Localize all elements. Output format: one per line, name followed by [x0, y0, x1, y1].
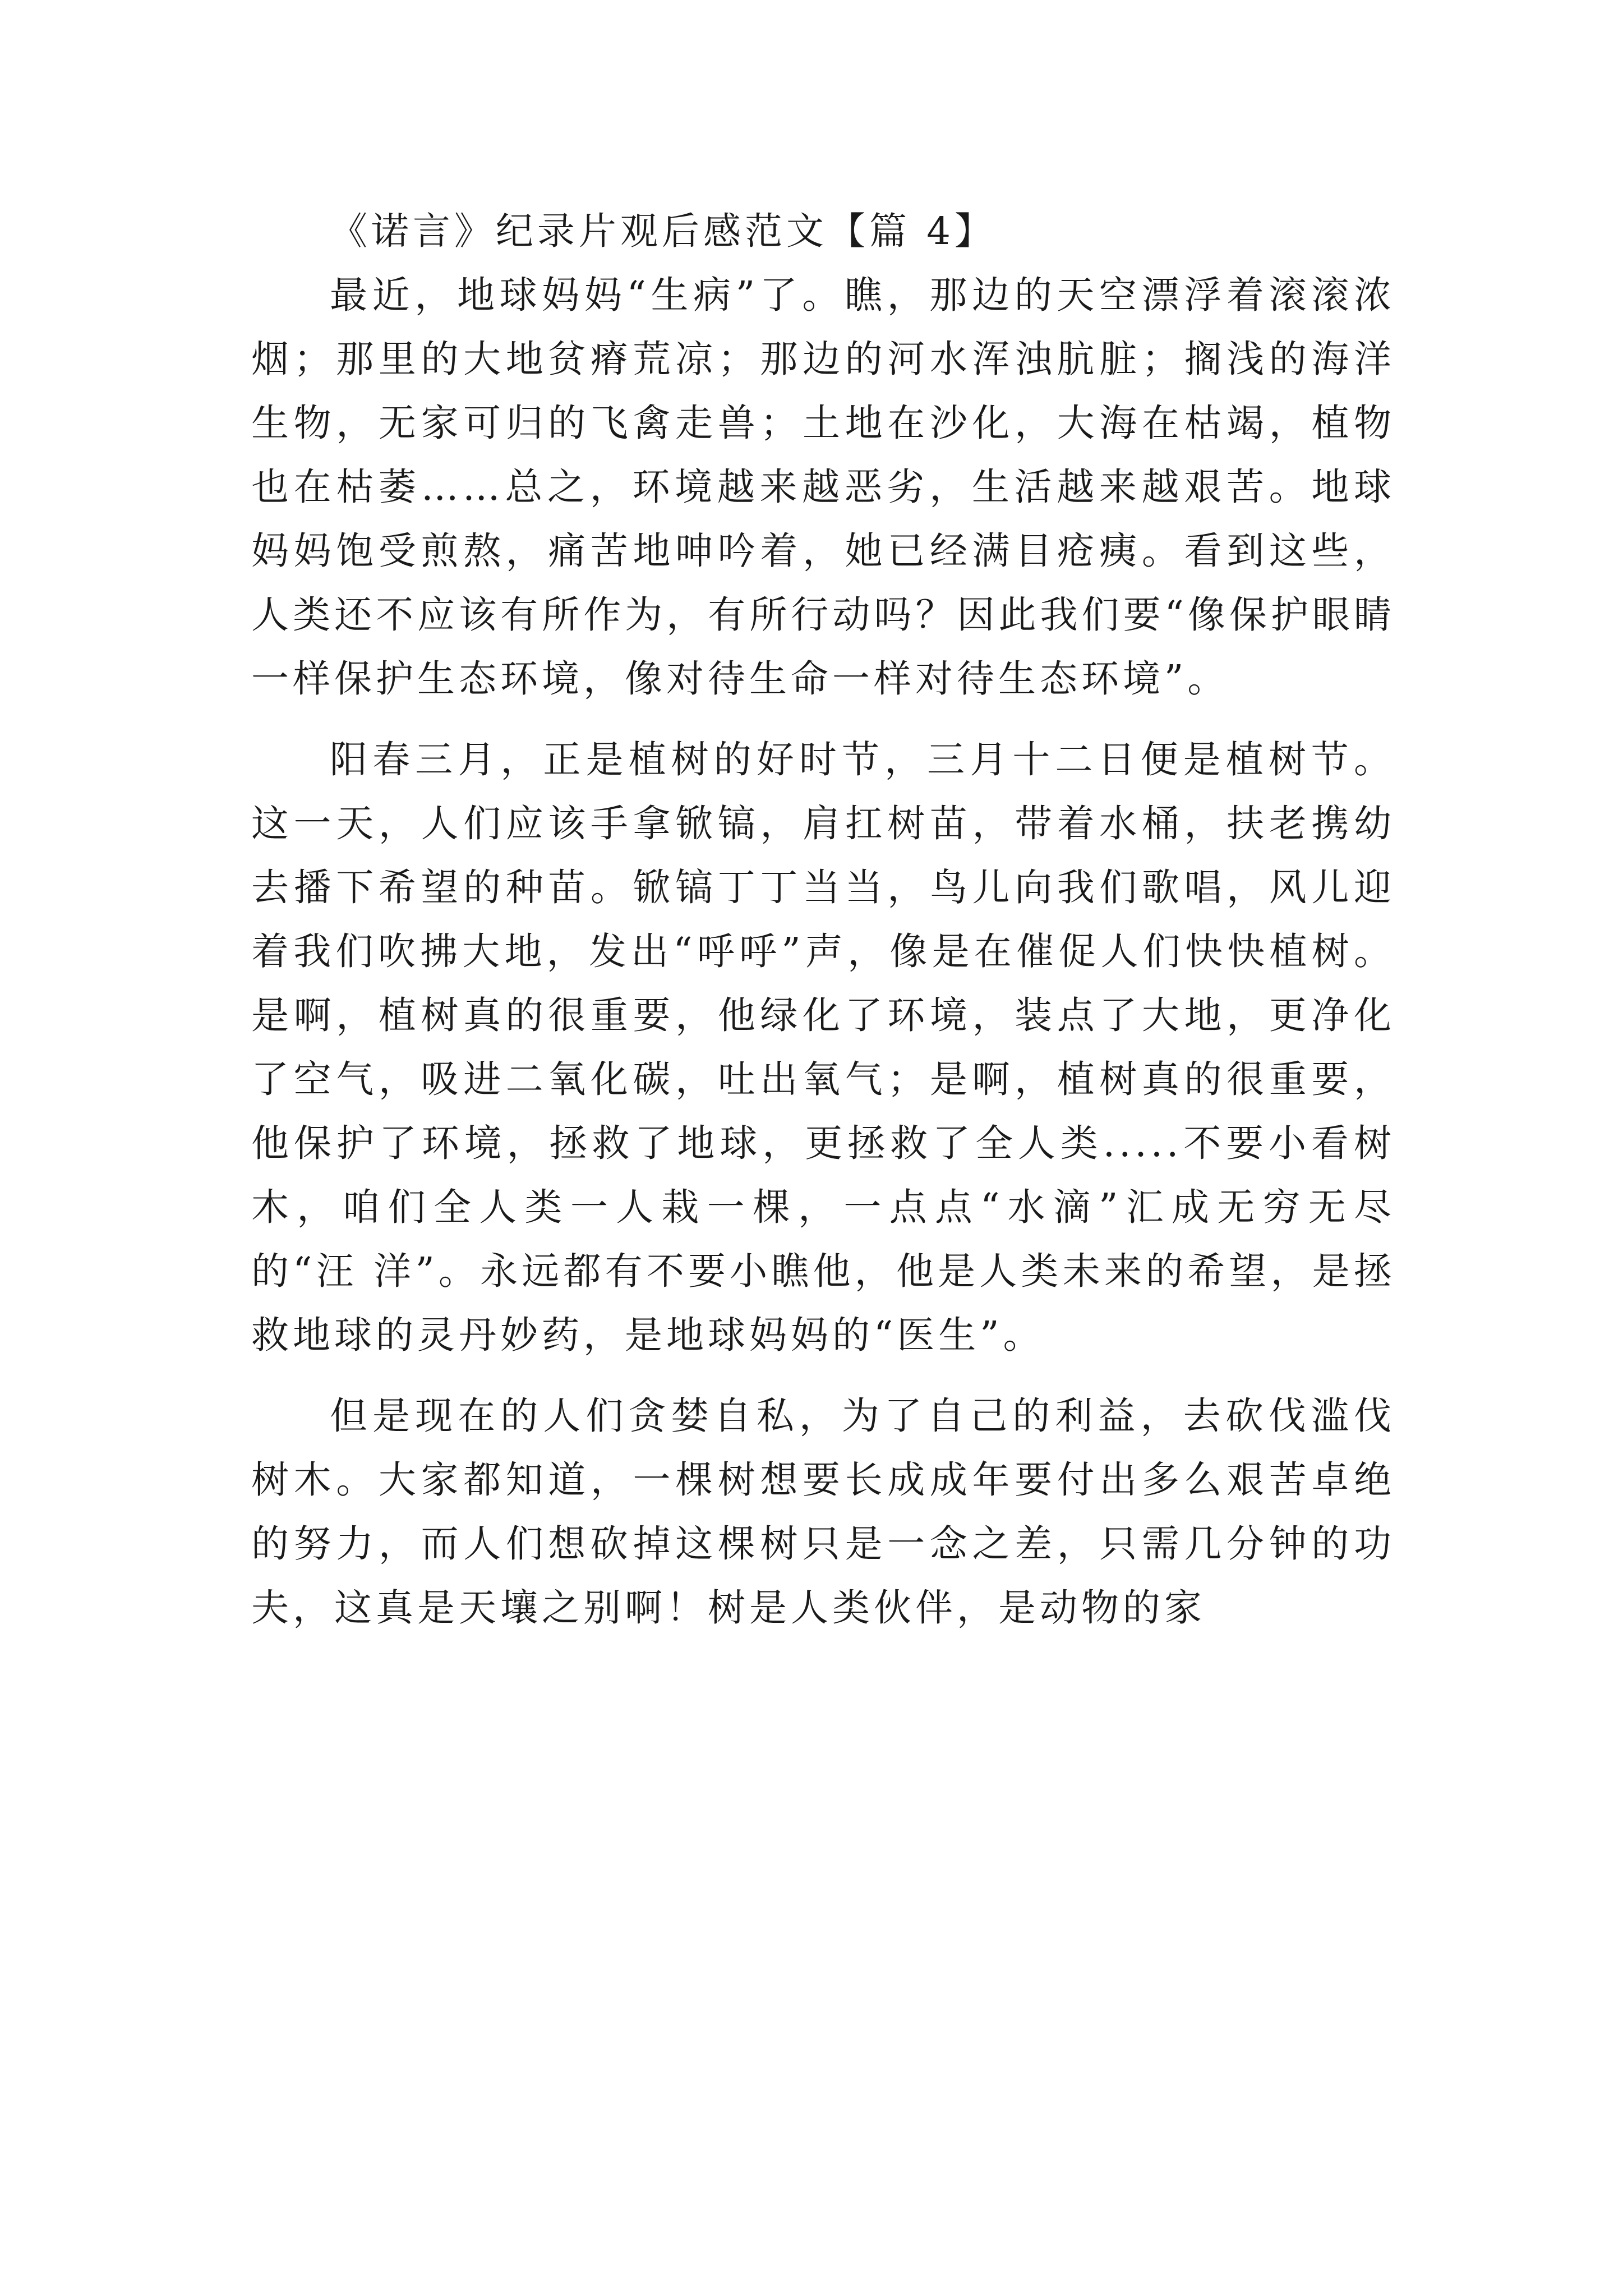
paragraph-3: 但是现在的人们贪婪自私，为了自己的利益，去砍伐滥伐树木。大家都知道，一棵树想要长成成年要付出多么艰苦卓绝的努力，而人们想砍掉这棵树只是一念之差，只需几分钟的功夫，这真是天壤之别啊！树是人类伙伴，是动物的家 — [251, 1394, 1395, 1630]
paragraph-1: 最近，地球妈妈“生病”了。瞧，那边的天空漂浮着滚滚浓烟；那里的大地贫瘠荒凉；那边的河水浑浊肮脏；搁浅的海洋生物，无家可归的飞禽走兽；土地在沙化，大海在枯竭，植物也在枯萎……总之，环境越来越恶劣，生活越来越艰苦。地球妈妈饱受煎熬，痛苦地呻吟着，她已经满目疮痍。看到这些，人类还不应该有所作为，有所行动吗？因此我们要“像保护眼睛一样保护生态环境，像对待生命一样对待生态环境”。 — [251, 273, 1395, 701]
document-title: 《诺言》纪录片观后感范文【篇 4】 — [330, 209, 996, 253]
document-body — [251, 199, 1395, 1657]
paragraph-2: 阳春三月，正是植树的好时节，三月十二日便是植树节。这一天，人们应该手拿锨镐，肩扛树苗，带着水桶，扶老携幼去播下希望的种苗。锨镐丁丁当当，鸟儿向我们歌唱，风儿迎着我们吹拂大地，发出“呼呼”声，像是在催促人们快快植树。是啊，植树真的很重要，他绿化了环境，装点了大地，更净化了空气，吸进二氧化碳，吐出氧气；是啊，植树真的很重要，他保护了环境，拯救了地球，更拯救了全人类.....不要小看树木，咱们全人类一人栽一棵，一点点“水滴”汇成无穷无尽的“汪 洋”。永远都有不要小瞧他，他是人类未来的希望，是拯救地球的灵丹妙药，是地球妈妈的“医生”。 — [251, 738, 1395, 1357]
